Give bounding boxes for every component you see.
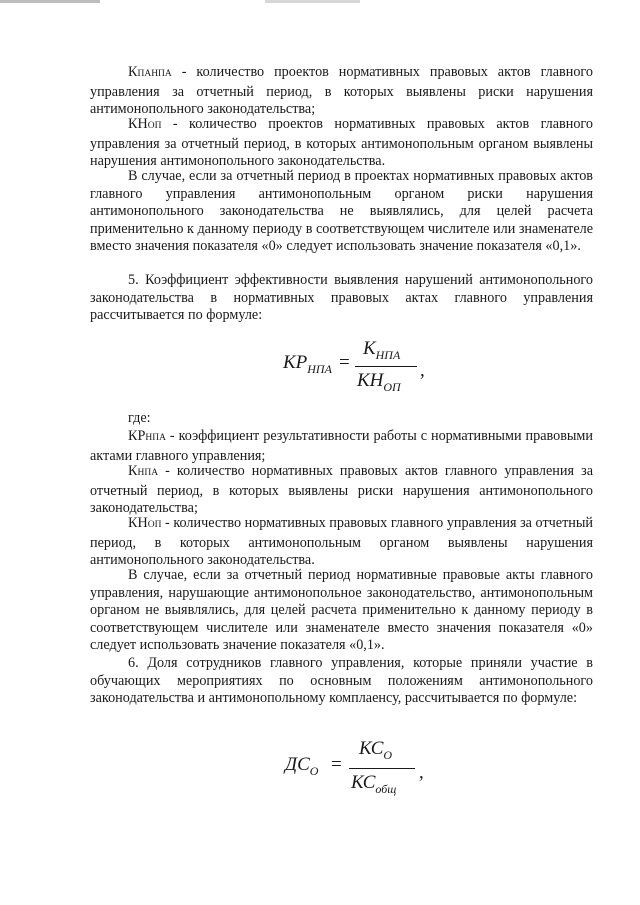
formula-equals: =	[331, 754, 342, 775]
scan-edge-artifact	[0, 0, 100, 3]
fraction-bar	[349, 768, 415, 769]
definition-k-npa: КНПА - количество нормативных правовых актов главного управления за отчетный период, в которых выявлены риски нарушения антимонопольного законодательства;	[90, 463, 593, 517]
formula-equals: =	[339, 352, 350, 373]
paragraph-acts-exception: В случае, если за отчетный период нормативные правовые акты главного управления, нарушающие антимонопольное законодательство, антимонопольным органом не выявлялись, для целей расчета применительно к данному периоду в соответствующем числителе или знаменателе вместо значения показателя «0» следует использовать значение показателя «0,1».	[90, 567, 593, 654]
formula-numerator: $К_{НПА}$	[363, 338, 401, 362]
formula-ds-o	[285, 738, 425, 804]
formula-denominator: $КС_{общ}$	[351, 772, 397, 796]
label-where: где:	[128, 410, 151, 426]
formula-comma: ,	[419, 762, 424, 783]
fraction-bar	[355, 366, 417, 367]
definition-kn-op: КНОП - количество нормативных правовых главного управления за отчетный период, в которых антимонопольным органом выявлены нарушения антимонопольного законодательства.	[90, 515, 593, 569]
paragraph-draft-exception: В случае, если за отчетный период в проектах нормативных правовых актов главного управления антимонопольным органом риски нарушения антимонопольного законодательства не выявлялись, для целей расчета применительно к данному периоду в соответствующем числителе или знаменателе вместо значения показателя «0» следует использовать значение показателя «0,1».	[90, 168, 593, 255]
formula-comma: ,	[420, 360, 425, 381]
formula-numerator: $КС_О$	[359, 738, 393, 762]
paragraph-item-6: 6. Доля сотрудников главного управления, которые приняли участие в обучающих мероприятиях по основным положениям антимонопольного законодательства и антимонопольному комплаенсу, рассчитывается по формуле:	[90, 655, 593, 707]
formula-lhs: $КР_{НПА}$	[283, 352, 332, 376]
definition-kr-npa: КРНПА - коэффициент результативности работы с нормативными правовыми актами главного управления;	[90, 428, 593, 464]
scan-edge-artifact	[265, 0, 360, 3]
definition-knop: КНОП - количество проектов нормативных правовых актов главного управления за отчетный период, в которых антимонопольным органом выявлены нарушения антимонопольного законодательства.	[90, 116, 593, 170]
definition-kpanpa: КПАНПА - количество проектов нормативных правовых актов главного управления за отчетный период, в которых выявлены риски нарушения антимонопольного законодательства;	[90, 64, 593, 118]
formula-denominator: $КН_{ОП}$	[357, 370, 401, 394]
formula-kr-npa	[283, 338, 423, 398]
paragraph-item-5: 5. Коэффициент эффективности выявления нарушений антимонопольного законодательства в нормативных правовых актах главного управления рассчитывается по формуле:	[90, 272, 593, 324]
formula-lhs: $ДС_О$	[285, 754, 319, 778]
